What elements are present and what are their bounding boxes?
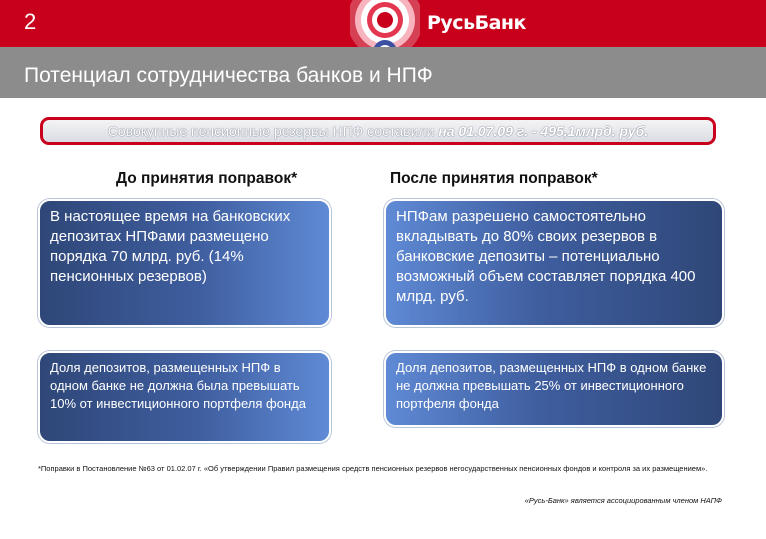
card-before-limit-text: Доля депозитов, размещенных НПФ в одном банке не должна была превышать 10% от инвестиционного портфеля фонда bbox=[50, 360, 306, 411]
after-amendments-header: После принятия поправок* bbox=[390, 170, 598, 187]
card-before-deposits-text: В настоящее время на банковских депозитах НПФами размещено порядка 70 млрд. руб. (14% пенсионных резервов) bbox=[50, 208, 291, 285]
card-before-deposits bbox=[38, 199, 331, 327]
summary-highlight: на 01.07.09 г. - 495,1млрд. руб. bbox=[438, 123, 649, 139]
card-before-limit bbox=[38, 351, 331, 443]
before-amendments-header: До принятия поправок* bbox=[116, 170, 298, 187]
summary-box bbox=[40, 117, 716, 145]
card-after-deposits-text: НПФам разрешено самостоятельно вкладывать до 80% своих резервов в банковские депозиты – потенциально возможный объем составляет порядка 400 млрд. руб. bbox=[396, 208, 696, 305]
footnote: *Поправки в Постановление №63 от 01.02.07 г. «Об утверждении Правил размещения средств пенсионных резервов негосударственных пенсионных фондов и контроля за их размещением». bbox=[38, 464, 708, 473]
page-title: Потенциал сотрудничества банков и НПФ bbox=[24, 64, 433, 87]
card-after-limit-text: Доля депозитов, размещенных НПФ в одном банке не должна превышать 25% от инвестиционного портфеля фонда bbox=[396, 360, 707, 411]
slide-number: 2 bbox=[24, 9, 37, 34]
card-after-limit bbox=[384, 351, 724, 427]
card-after-deposits bbox=[384, 199, 724, 327]
membership-note: «Русь-Банк» является ассоциированным членом НАПФ bbox=[524, 496, 722, 505]
brand-name: РусьБанк bbox=[427, 12, 526, 34]
summary-text: Совокупные пенсионные резервы НПФ составили bbox=[107, 123, 439, 139]
